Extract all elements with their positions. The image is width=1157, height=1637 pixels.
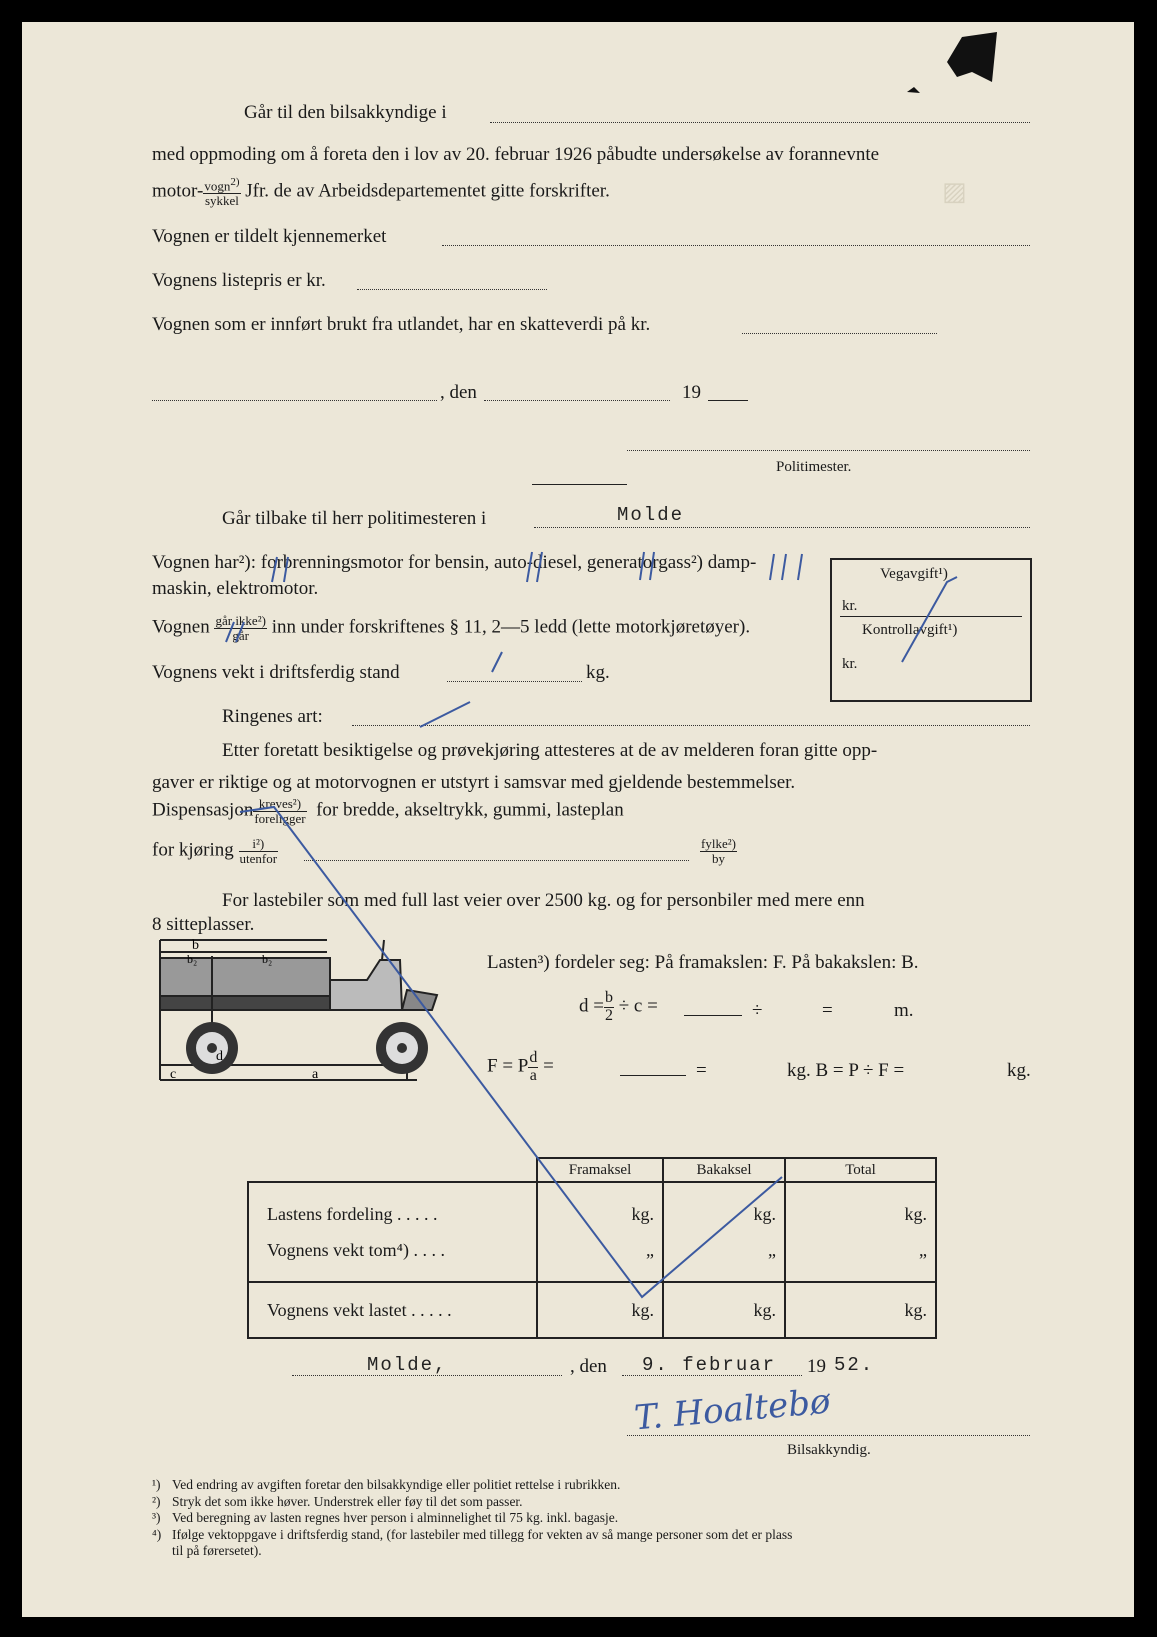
- drive-num: i²): [239, 837, 279, 852]
- row-dots: . . . . .: [411, 1299, 452, 1320]
- engine-line-2: maskin, elektromotor.: [152, 578, 319, 599]
- header-rear-axle: Bakaksel: [663, 1158, 785, 1182]
- footnote-text: til på førersetet).: [172, 1543, 262, 1558]
- attest-line-2: gaver er riktige og at motorvognen er utstyrt i samsvar med gjeldende bestemmelser.: [152, 772, 796, 793]
- b-over-2-num: b: [604, 989, 613, 1006]
- row-label-load: Lastens fordeling: [267, 1204, 393, 1224]
- drive-den: utenfor: [239, 850, 278, 866]
- b-over-2-den: 2: [604, 1006, 613, 1024]
- diagram-label-c: c: [170, 1067, 177, 1082]
- motor-den: sykkel: [204, 192, 239, 208]
- disp-prefix: Dispensasjon: [152, 799, 254, 821]
- header-front-axle: Framaksel: [537, 1158, 663, 1182]
- diagram-label-d: d: [216, 1049, 223, 1064]
- disp-suffix: for bredde, akseltrykk, gummi, lasteplan: [316, 799, 624, 821]
- diagram-label-b2b: b₂: [262, 952, 273, 966]
- truck-line-1: For lastebiler som med full last veier over 2500 kg. og for personbiler med mere enn: [222, 890, 865, 911]
- county-num: fylke²): [701, 836, 736, 851]
- cell-load-rear[interactable]: kg.: [753, 1204, 776, 1224]
- list-price-label: Vognens listepris er kr.: [152, 270, 326, 291]
- kg-b-formula: kg. B = P ÷ F =: [787, 1060, 905, 1081]
- cell-load-front[interactable]: kg.: [631, 1204, 654, 1224]
- footnote-mark: ⁴): [152, 1526, 162, 1542]
- goes-suffix: inn under forskriftenes § 11, 2—5 ledd (lette motorkjøretøyer).: [271, 616, 751, 638]
- d-over-a-den: a: [529, 1066, 537, 1084]
- form-page: [22, 22, 1134, 1617]
- sign-year: 52.: [834, 1354, 875, 1376]
- motor-num: vogn: [204, 178, 231, 194]
- sign-date: 9. februar: [642, 1354, 777, 1376]
- attest-line-1: Etter foretatt besiktigelse og prøvekjøring attesteres at de av melderen foran gitte opp-: [222, 740, 878, 761]
- date-year: 19: [682, 382, 701, 403]
- engine-line-1: Vognen har²): forbrenningsmotor for bensin, auto-diesel, generatorgass²) damp-: [152, 552, 757, 573]
- rings-tick: [420, 702, 470, 727]
- handwritten-signature: T. Hoaltebø: [632, 1381, 832, 1439]
- cell-loaded-rear[interactable]: kg.: [663, 1282, 785, 1338]
- row-dots: . . . . .: [396, 1204, 438, 1224]
- diagram-label-a: a: [312, 1067, 319, 1082]
- registration-label: Vognen er tildelt kjennemerket: [152, 226, 387, 247]
- cell-empty-front[interactable]: „: [646, 1240, 654, 1260]
- diagram-label-b2a: b₂: [187, 952, 198, 966]
- road-fee-kr: kr.: [842, 598, 858, 614]
- footnote-mark: ³): [152, 1510, 161, 1525]
- goes-prefix: Vognen: [152, 616, 210, 638]
- disp-den: foreligger: [254, 810, 306, 826]
- goes-back-value: Molde: [617, 504, 685, 526]
- county-den: by: [711, 850, 725, 866]
- cell-empty-total[interactable]: „: [919, 1240, 927, 1260]
- weight-tick: [492, 652, 502, 672]
- footnote-mark: ²): [152, 1493, 161, 1509]
- goes-num: går ikke²): [215, 613, 266, 628]
- truck-line-2: 8 sitteplasser.: [152, 914, 255, 935]
- goes-to-expert-label: Går til den bilsakkyndige i: [244, 102, 447, 123]
- row-label-empty: Vognens vekt tom⁴): [267, 1240, 409, 1260]
- sign-den: , den: [570, 1356, 607, 1377]
- cell-load-total[interactable]: kg.: [904, 1204, 927, 1224]
- rings-label: Ringenes art:: [222, 706, 323, 727]
- row-label-loaded: Vognens vekt lastet: [267, 1299, 407, 1320]
- header-total: Total: [785, 1158, 936, 1182]
- large-check-mark: [240, 807, 782, 1297]
- footnote-text: Ifølge vektoppgave i driftsferdig stand, (for lastebiler med tillegg for vekten av så mange personer som det er plass: [172, 1526, 793, 1542]
- control-fee-label: Kontrollavgift¹): [862, 622, 958, 638]
- d-eq: d =: [579, 995, 604, 1017]
- eq3: =: [696, 1060, 707, 1081]
- strikethrough-marks: [226, 552, 802, 642]
- fee-check-mark: [902, 577, 957, 662]
- eq-sign: =: [822, 1000, 833, 1021]
- div-sign: ÷: [752, 1000, 763, 1021]
- expert-title: Bilsakkyndig.: [787, 1442, 871, 1458]
- drive-prefix: for kjøring: [152, 839, 234, 861]
- import-label: Vognen som er innført brukt fra utlandet, har en skatteverdi på kr.: [152, 314, 651, 335]
- disp-num: kreves²): [253, 797, 306, 812]
- bleed-through: ▨: [942, 177, 967, 206]
- request-line: med oppmoding om å foreta den i lov av 20. februar 1926 påbudte undersøkelse av forannevnte: [152, 144, 880, 165]
- kg-end: kg.: [1007, 1060, 1031, 1081]
- d-over-a-num: d: [529, 1049, 538, 1066]
- weight-label: Vognens vekt i driftsferdig stand: [152, 662, 400, 683]
- minus-c: ÷ c =: [618, 995, 658, 1017]
- eq2: =: [543, 1055, 554, 1077]
- meters-unit: m.: [894, 1000, 914, 1021]
- police-chief-label: Politimester.: [776, 459, 852, 475]
- pen-strokes: [22, 22, 1134, 1617]
- distribution-line: Lasten³) fordeler seg: På framakslen: F. På bakakslen: B.: [487, 952, 919, 973]
- motor-fraction: $\frac{vogn^{2)}}{\text{sykkel}}$: [204, 176, 240, 208]
- footnote-mark: ¹): [152, 1477, 161, 1492]
- motor-suffix: Jfr. de av Arbeidsdepartementet gitte forskrifter.: [245, 180, 610, 202]
- date-den: , den: [440, 382, 477, 403]
- control-fee-kr: kr.: [842, 656, 858, 672]
- road-fee-label: Vegavgift¹): [880, 566, 948, 582]
- weight-unit: kg.: [586, 662, 610, 683]
- goes-den: går: [232, 627, 249, 643]
- cell-empty-rear[interactable]: „: [768, 1240, 776, 1260]
- sign-place: Molde,: [367, 1354, 448, 1376]
- footnote-text: Ved beregning av lasten regnes hver person i alminnelighet til 75 kg. inkl. bagasje.: [172, 1510, 619, 1525]
- cell-loaded-total[interactable]: kg.: [785, 1282, 936, 1338]
- row-dots: . . . .: [413, 1240, 445, 1260]
- diagram-label-b: b: [192, 938, 199, 953]
- f-eq: F = P: [487, 1055, 529, 1077]
- cell-loaded-front[interactable]: kg.: [537, 1282, 663, 1338]
- motor-prefix: motor-: [152, 180, 204, 202]
- footnote-text: Stryk det som ikke høver. Understrek eller føy til det som passer.: [172, 1493, 523, 1509]
- footnote-text: Ved endring av avgiften foretar den bilsakkyndige eller politiet rettelse i rubrikken.: [172, 1477, 621, 1492]
- goes-back-label: Går tilbake til herr politimesteren i: [222, 508, 487, 529]
- sign-year-prefix: 19: [807, 1356, 826, 1377]
